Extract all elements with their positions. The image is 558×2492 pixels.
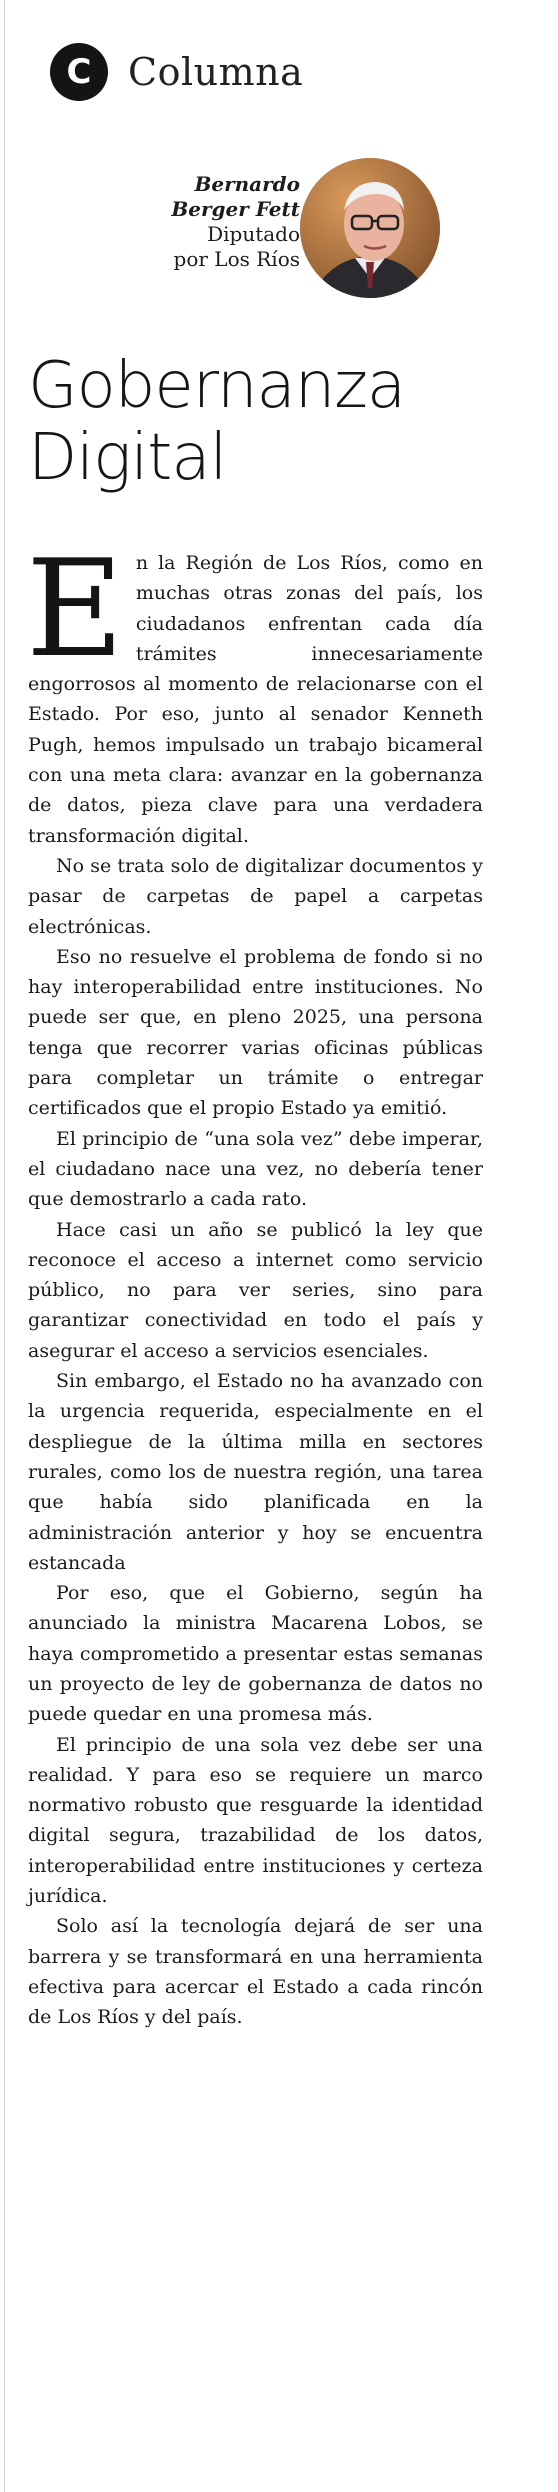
author-portrait-illustration <box>300 158 440 298</box>
body-paragraph: Hace casi un año se publicó la ley que reconoce el acceso a internet como servicio público, no para ver series, sino para garantizar conectividad en todo el país y asegurar el acceso a servicios esenciales. <box>28 1218 483 1362</box>
author-district: por Los Ríos <box>173 247 300 271</box>
body-paragraph <box>26 531 483 851</box>
body-paragraph: El principio de una sola vez debe ser una realidad. Y para eso se requiere un marco normativo robusto que resguarde la identidad digital segura, trazabilidad de los datos, interoperabilidad entre instituciones y certeza jurídica. <box>28 1733 483 1908</box>
author-first-name: Bernardo <box>194 172 300 196</box>
author-photo <box>300 158 440 298</box>
body-paragraph: Solo así la tecnología dejará de ser una barrera y se transformará en una herramienta efectiva para acercar el Estado a cada rincón de Los Ríos y del país. <box>28 1915 483 2029</box>
column-divider <box>4 0 5 2492</box>
article-title <box>28 350 538 494</box>
body-paragraph: El principio de “una sola vez” debe imperar, el ciudadano nace una vez, no debería tener que demostrarlo a cada rato. <box>28 1127 483 1211</box>
section-header <box>50 42 303 102</box>
title-line-2: Digital <box>28 421 227 495</box>
column-badge-icon <box>50 43 108 101</box>
paragraph-text: n la Región de Los Ríos, como en muchas otras zonas del país, los ciudadanos enfrentan cada día trámites innecesariamente engorrosos al momento de relacionarse con el Estado. Por eso, junto al senador Kenneth Pugh, hemos impulsado un trabajo bicameral con una meta clara: avanzar en la gobernanza de datos, pieza clave para una verdadera transformación digital. <box>28 552 483 847</box>
body-paragraph: No se trata solo de digitalizar documentos y pasar de carpetas de papel a carpetas electrónicas. <box>28 854 483 938</box>
article-body <box>26 531 483 2033</box>
section-label: Columna <box>128 50 304 94</box>
title-line-1: Gobernanza <box>28 349 406 423</box>
author-last-name: Berger Fett <box>171 197 300 221</box>
badge-letter: C <box>66 52 92 92</box>
author-role: Diputado <box>207 222 300 246</box>
author-byline <box>150 172 300 272</box>
body-paragraph: Por eso, que el Gobierno, según ha anunciado la ministra Macarena Lobos, se haya comprometido a presentar estas semanas un proyecto de ley de gobernanza de datos no puede quedar en una promesa más. <box>28 1582 483 1726</box>
body-paragraph: Eso no resuelve el problema de fondo si no hay interoperabilidad entre instituciones. No puede ser que, en pleno 2025, una persona tenga que recorrer varias oficinas públicas para completar un trámite o entregar certificados que el propio Estado ya emitió. <box>28 945 483 1120</box>
body-paragraph: Sin embargo, el Estado no ha avanzado con la urgencia requerida, especialmente en el despliegue de la última milla en sectores rurales, como los de nuestra región, una tarea que había sido planificada en la administración anterior y hoy se encuentra estancada <box>28 1370 483 1574</box>
drop-cap: E <box>26 531 124 687</box>
